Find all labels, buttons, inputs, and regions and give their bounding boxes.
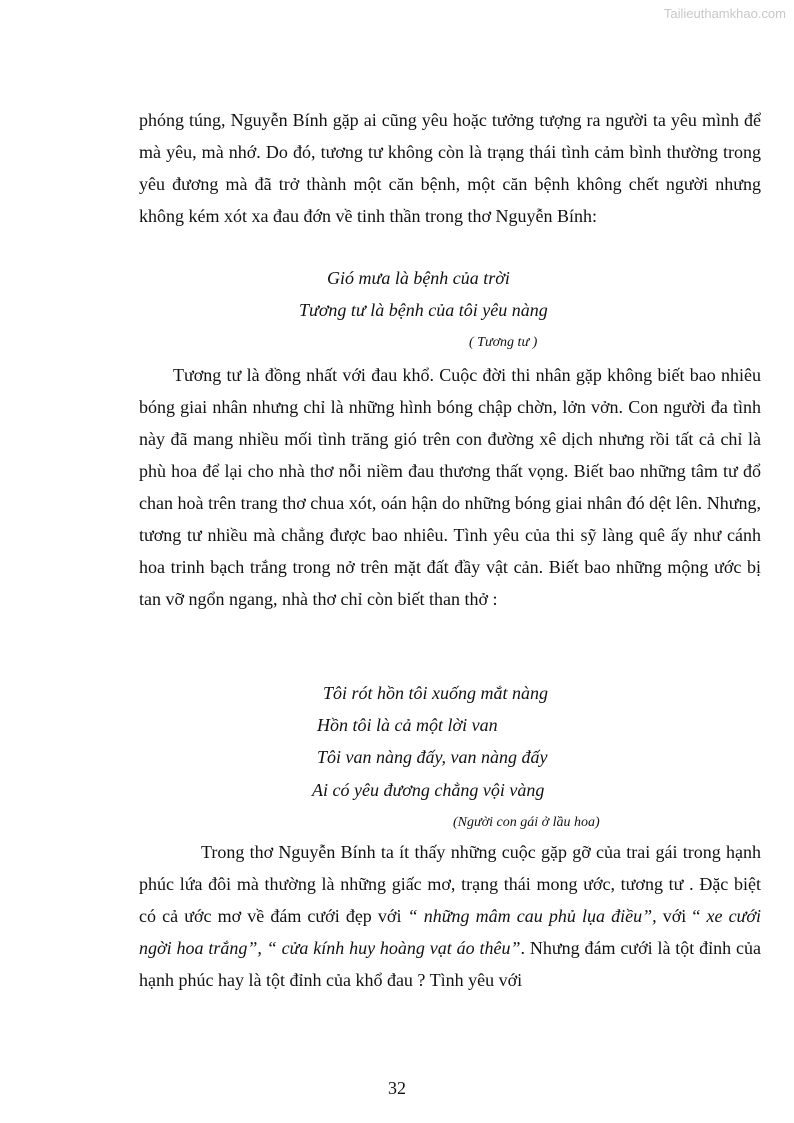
poem2-line-1: Tôi rót hồn tôi xuống mắt nàng (323, 683, 549, 703)
poem1-line-2: Tương tư là bệnh của tôi yêu nàng (299, 300, 548, 320)
paragraph-3-part-1: Trong thơ Nguyễn Bính ta ít thấy những cuộc gặp gỡ của trai gái trong hạnh phúc lứa đôi mà thường là những giấc mơ, trạng thái mong ước, tương tư . Đặc biệt có cả ước mơ về đám cưới đẹp với (139, 842, 761, 926)
poem1-line-1: Gió mưa là bệnh của trời (327, 268, 510, 288)
page-number: 32 (388, 1078, 406, 1098)
paragraph-3-part-3: . Nhưng đám cưới là tột đỉnh của hạnh phúc hay là tột đỉnh của khổ đau ? Tình yêu với (139, 938, 761, 990)
paragraph-3-quote-2: xe cưới ngời hoa trắng”, “ cửa kính huy hoàng vạt áo thêu” (139, 906, 761, 958)
poem2-line-2: Hồn tôi là cả một lời van (317, 715, 498, 735)
paragraph-2: Tương tư là đồng nhất với đau khổ. Cuộc đời thi nhân gặp không biết bao nhiêu bóng giai nhân nhưng chỉ là những hình bóng chập chờn, lởn vởn. Con người đa tình này đã mang nhiều mối tình trăng gió trên con đường xê dịch nhưng rồi tất cả chỉ là phù hoa để lại cho nhà thơ nỗi niềm đau thương thất vọng. Biết bao những tâm tư đổ chan hoà trên trang thơ chua xót, oán hận do những bóng giai nhân đó dệt lên. Nhưng, tương tư nhiều mà chẳng được bao nhiêu. Tình yêu của thi sỹ làng quê ấy như cánh hoa trinh bạch trắng trong nở trên mặt đất đầy vật cản. Biết bao những mộng ước bị tan vỡ ngổn ngang, nhà thơ chỉ còn biết than thở : (139, 365, 761, 609)
poem2-line-4: Ai có yêu đương chẳng vội vàng (312, 780, 545, 800)
poem1-source: ( Tương tư ) (469, 335, 538, 350)
poem2-line-3: Tôi van nàng đấy, van nàng đấy (317, 747, 548, 767)
paragraph-3-quote-1: “ những mâm cau phủ lụa điều”, (407, 906, 657, 926)
paragraph-1: phóng túng, Nguyễn Bính gặp ai cũng yêu hoặc tưởng tượng ra người ta yêu mình để mà yêu, mà nhớ. Do đó, tương tư không còn là trạng thái tình cảm bình thường trong yêu đương mà đã trở thành một căn bệnh, một căn bệnh không chết người nhưng không kém xót xa đau đớn về tinh thần trong thơ Nguyễn Bính: (139, 110, 761, 226)
poem2-source: (Người con gái ở lầu hoa) (453, 815, 600, 830)
paragraph-3-part-2: với “ (656, 906, 707, 926)
paragraph-3 (139, 836, 761, 996)
watermark: Tailieuthamkhao.com (663, 6, 786, 21)
